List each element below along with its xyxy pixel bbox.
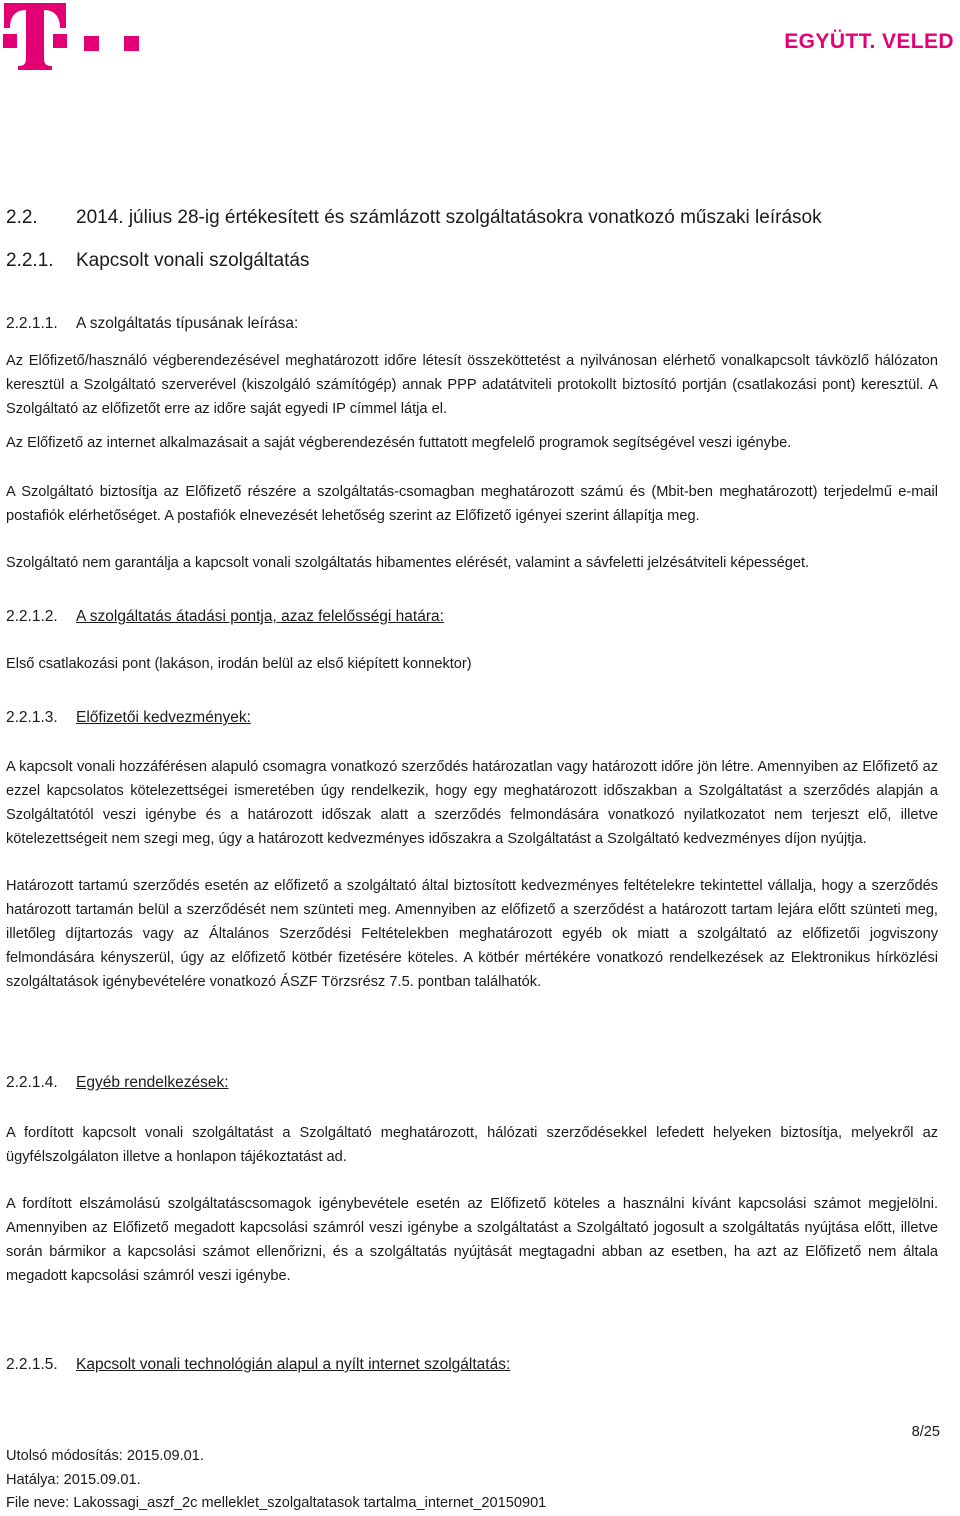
paragraph: Határozott tartamú szerződés esetén az előfizető a szolgáltató által biztosított kedvezményes feltételekre tekintettel vállalja, hogy a szerződés határozott tartamán belül a szerződését nem szünteti meg. Amennyiben az előfizető a szerződést a határozott tartam lejára előtt szünteti meg, illetőleg díjtartozás vagy az Általános Szerződési Feltételekben meghatározott egyéb ok miatt a szolgáltató az előfizetői jogviszony felmondására kényszerül, úgy az előfizető kötbér fizetésére köteles. A kötbér mértékére vonatkozó rendelkezések az Elektronikus hírközlési szolgáltatások igénybevételére vonatkozó ÁSZF Törzsrész 7.5. pontban találhatók. (6, 878, 938, 990)
telekom-t-logo-icon (0, 0, 70, 72)
item-heading (6, 709, 251, 727)
paragraph: Első csatlakozási pont (lakáson, irodán belül az első kiépített konnektor) (6, 656, 472, 672)
section-heading (6, 207, 822, 229)
item-title: A szolgáltatás átadási pontja, azaz felelősségi határa: (76, 608, 444, 625)
brand-dot-2 (124, 36, 139, 51)
header (0, 0, 960, 80)
paragraph: Az Előfizető az internet alkalmazásait a saját végberendezésén futtatott megfelelő programok segítségével veszi igénybe. (6, 435, 792, 451)
item-number: 2.2.1.5. (6, 1356, 58, 1373)
subsection-number: 2.2.1. (6, 250, 54, 271)
item-title: Egyéb rendelkezések: (76, 1074, 229, 1091)
item-heading (6, 1356, 510, 1374)
item-title: Előfizetői kedvezmények: (76, 709, 251, 726)
item-number: 2.2.1.1. (6, 315, 58, 332)
page-number: 8/25 (911, 1424, 940, 1440)
section-title: 2014. július 28-ig értékesített és számlázott szolgáltatásokra vonatkozó műszaki leírások (76, 207, 822, 228)
subsection-heading (6, 250, 309, 272)
footer-effective: Hatálya: 2015.09.01. (6, 1472, 141, 1488)
section-number: 2.2. (6, 207, 38, 228)
item-number: 2.2.1.3. (6, 709, 58, 726)
item-number: 2.2.1.4. (6, 1074, 58, 1091)
item-number: 2.2.1.2. (6, 608, 58, 625)
paragraph: A fordított elszámolású szolgáltatáscsomagok igénybevétele esetén az Előfizető köteles a használni kívánt kapcsolási számot megjelölni. Amennyiben az Előfizető megadott kapcsolási számról veszi igénybe a szolgáltatást a Szolgáltató jogosult a szolgáltatás nyújtása előtt, illetve során bármikor a kapcsolási számot ellenőrizni, és a szolgáltatás nyújtását megtagadni abban az esetben, ha azt az Előfizető nem általa megadott kapcsolási számról veszi igénybe. (6, 1196, 938, 1284)
item-heading (6, 315, 298, 333)
paragraph: Az Előfizető/használó végberendezésével meghatározott időre létesít összeköttetést a nyilvánosan elérhető vonalkapcsolt távközlő hálózaton keresztül a Szolgáltató szerverével (kiszolgáló számítógép) annak PPP adatátviteli protokollt biztosító portján (csatlakozási pont) keresztül. A Szolgáltató az előfizetőt erre az időre saját egyedi IP címmel látja el. (6, 353, 938, 417)
brand-dot-1 (84, 36, 99, 51)
footer-filename: File neve: Lakossagi_aszf_2c melleklet_szolgaltatasok tartalma_internet_20150901 (6, 1495, 547, 1511)
paragraph: A kapcsolt vonali hozzáférésen alapuló csomagra vonatkozó szerződés határozatlan vagy határozott időre jön létre. Amennyiben az Előfizető az ezzel kapcsolatos kötelezettségei ismeretében úgy rendelkezik, hogy egy meghatározott időszakban a Szolgáltatást a szerződés alapján a Szolgáltatótól veszi igénybe és a határozott időszak alatt a szerződés felmondására vonatkozó nyilatkozatot nem terjeszt elő, illetve kötelezettségeit nem szegi meg, úgy a határozott kedvezményes időszakra a Szolgáltatást a Szolgáltató kedvezményes díjon nyújtja. (6, 759, 938, 847)
item-title: A szolgáltatás típusának leírása: (76, 315, 299, 332)
paragraph: Szolgáltató nem garantálja a kapcsolt vonali szolgáltatás hibamentes elérését, valamint a sávfeletti jelzésátviteli képességet. (6, 555, 810, 571)
subsection-title: Kapcsolt vonali szolgáltatás (76, 250, 310, 271)
item-heading (6, 1074, 229, 1092)
footer-modified: Utolsó módosítás: 2015.09.01. (6, 1448, 204, 1464)
item-heading (6, 608, 444, 626)
paragraph: A Szolgáltató biztosítja az Előfizető részére a szolgáltatás-csomagban meghatározott számú és (Mbit-ben meghatározott) terjedelmű e-mail postafiók elérhetőséget. A postafiók elnevezését lehetőség szerint az Előfizető igényei szerint állapítja meg. (6, 484, 938, 524)
slogan: EGYÜTT. VELED (784, 30, 954, 53)
item-title: Kapcsolt vonali technológián alapul a nyílt internet szolgáltatás: (76, 1356, 511, 1373)
paragraph: A fordított kapcsolt vonali szolgáltatást a Szolgáltató meghatározott, hálózati szerződésekkel lefedett helyeken biztosítja, melyekről az ügyfélszolgálaton illetve a honlapon tájékoztatást ad. (6, 1125, 938, 1165)
